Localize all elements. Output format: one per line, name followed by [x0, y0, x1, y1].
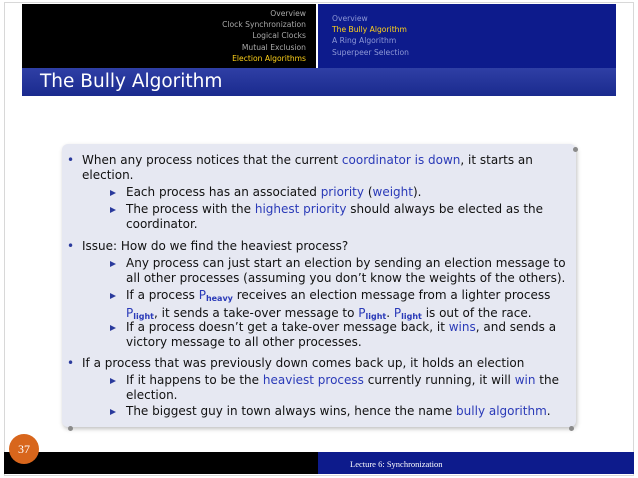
subsection-nav	[332, 13, 409, 58]
bullet-1: • When any process notices that the current coordinator is down, it starts an election.	[67, 153, 533, 183]
page-number-badge: 37	[9, 434, 39, 464]
sub-bullet-1: Each process has an associated priority (weight).	[126, 185, 568, 200]
sub-bullet-6: If it happens to be the heaviest process currently running, it will win the election.	[126, 373, 568, 403]
sub-bullet-4: If a process $P_{heavy}$ receives an election message from a lighter process $P_{light}$, it sends a take-over message to $P_{light}$. $P_{light}$ is out of the race.	[126, 288, 568, 324]
header-right-panel	[318, 4, 616, 68]
sub-bullet-5: If a process doesn’t get a take-over message back, it wins, and sends a victory message to all other processes.	[126, 320, 568, 350]
subnav-overview[interactable]: Overview	[332, 14, 368, 23]
nav-overview[interactable]: Overview	[270, 9, 306, 18]
slide-title: The Bully Algorithm	[40, 71, 223, 92]
bullet-dot-icon: •	[67, 239, 75, 253]
header-left-panel	[22, 4, 316, 68]
corner-dot-icon	[573, 147, 578, 152]
sub-bullet-3: Any process can just start an election by sending an election message to all other processes (assuming you don’t know the weights of the others).	[126, 256, 568, 286]
corner-dot-icon	[68, 426, 73, 431]
content-box	[62, 144, 576, 427]
bullet-3: • If a process that was previously down comes back up, it holds an election	[67, 356, 525, 370]
bullet-2: • Issue: How do we find the heaviest process?	[67, 239, 349, 253]
footer-text: Lecture 6: Synchronization	[350, 459, 443, 469]
title-bar	[22, 68, 616, 96]
footer-left	[4, 452, 318, 474]
triangle-bullet-icon	[109, 377, 117, 385]
triangle-bullet-icon	[109, 292, 117, 300]
triangle-bullet-icon	[109, 189, 117, 197]
triangle-bullet-icon	[109, 260, 117, 268]
nav-election-algorithms[interactable]: Election Algorithms	[232, 53, 306, 63]
triangle-bullet-icon	[109, 408, 117, 416]
subnav-superpeer[interactable]: Superpeer Selection	[332, 47, 409, 57]
nav-mutual-exclusion[interactable]: Mutual Exclusion	[241, 42, 306, 52]
nav-logical-clocks[interactable]: Logical Clocks	[252, 31, 306, 41]
sub-bullet-2: The process with the highest priority should always be elected as the coordinator.	[126, 202, 568, 232]
corner-dot-icon	[569, 426, 574, 431]
triangle-bullet-icon	[109, 324, 117, 332]
bullet-dot-icon: •	[67, 356, 75, 370]
subnav-ring[interactable]: A Ring Algorithm	[332, 36, 397, 46]
bullet-dot-icon: •	[67, 153, 75, 167]
subnav-bully[interactable]: The Bully Algorithm	[332, 25, 407, 35]
nav-clock-sync[interactable]: Clock Synchronization	[222, 20, 306, 30]
triangle-bullet-icon	[109, 206, 117, 214]
section-nav	[222, 8, 306, 64]
footer-bar	[4, 452, 634, 474]
sub-bullet-7: The biggest guy in town always wins, hence the name bully algorithm.	[126, 404, 568, 419]
